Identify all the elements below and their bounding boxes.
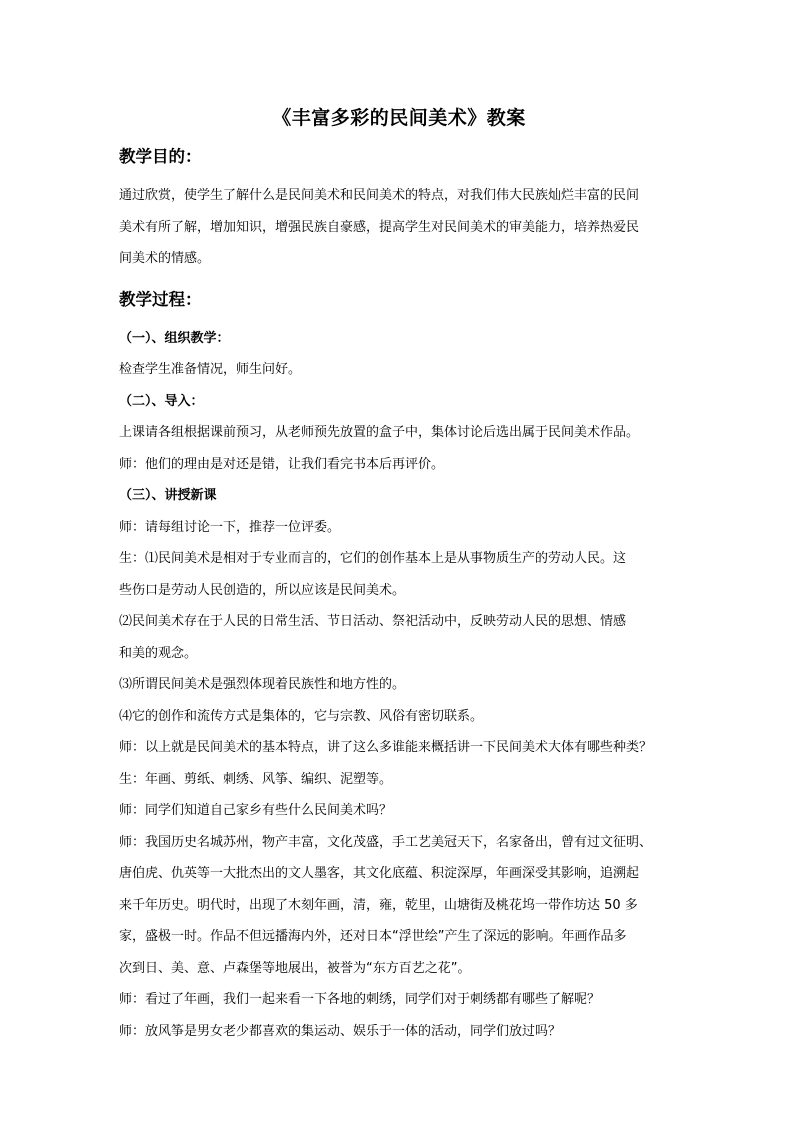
paragraph-line: ⑷它的创作和流传方式是集体的，它与宗教、风俗有密切联系。	[119, 708, 484, 724]
document-title: 《丰富多彩的民间美术》教案	[272, 107, 526, 129]
process-heading: 教学过程：	[119, 289, 202, 309]
paragraph-line: 间美术的情感。	[119, 251, 211, 266]
paragraph-line: 检查学生准备情况，师生问好。	[119, 362, 302, 377]
step3-heading: （三）、讲授新课	[119, 488, 217, 503]
paragraph-line: ⑶所谓民间美术是强烈体现着民族性和地方性的。	[119, 677, 406, 692]
paragraph-line: ⑵民间美术存在于人民的日常生活、节日活动、祭祀活动中，反映劳动人民的思想、情感	[119, 614, 627, 629]
paragraph-line: 通过欣赏，使学生了解什么是民间美术和民间美术的特点，对我们伟大民族灿烂丰富的民间	[119, 188, 640, 203]
paragraph-line: 师：同学们知道自己家乡有些什么民间美术吗？	[119, 803, 393, 818]
step3-text	[119, 512, 679, 1048]
paragraph-line: 次到日、美、意、卢森堡等地展出，被誉为“东方百艺之花”。	[119, 960, 471, 976]
paragraph-line: 师：他们的理由是对还是错，让我们看完书本后再评价。	[119, 456, 445, 472]
step1-heading: （一）、组织教学：	[119, 330, 230, 346]
objective-text	[119, 180, 679, 275]
paragraph-line: 美术有所了解，增加知识，增强民族自豪感，提高学生对民间美术的审美能力，培养热爱民	[119, 219, 640, 235]
paragraph-line: 来千年历史。明代时，出现了木刻年画，清，雍，乾里，山塘街及桃花坞一带作坊达 50 多	[119, 897, 638, 913]
paragraph-line: 些伤口是劳动人民创造的，所以应该是民间美术。	[119, 582, 406, 598]
paragraph-line: 师：以上就是民间美术的基本特点，讲了这么多谁能来概括讲一下民间美术大体有哪些种类？	[119, 740, 653, 755]
objective-heading: 教学目的：	[119, 147, 202, 166]
document-page	[119, 100, 679, 1047]
paragraph-line: 师：放风筝是男女老少都喜欢的集运动、娱乐于一体的活动，同学们放过吗？	[119, 1023, 562, 1039]
paragraph-line: 和美的观念。	[119, 645, 198, 661]
paragraph-line: 家，盛极一时。作品不但远播海内外，还对日本“浮世绘”产生了深远的影响。年画作品多	[119, 929, 627, 944]
paragraph-line: 师：请每组讨论一下，推荐一位评委。	[119, 519, 341, 535]
paragraph-line: 师：看过了年画，我们一起来看一下各地的刺绣，同学们对于刺绣都有哪些了解呢？	[119, 992, 601, 1007]
paragraph-line: 生：⑴民间美术是相对于专业而言的，它们的创作基本上是从事物质生产的劳动人民。这	[119, 551, 627, 566]
step2-heading: （二）、导入：	[119, 393, 204, 409]
paragraph-line: 唐伯虎、仇英等一大批杰出的文人墨客，其文化底蕴、积淀深厚，年画深受其影响，追溯起	[119, 866, 640, 881]
paragraph-line: 师：我国历史名城苏州，物产丰富，文化茂盛，手工艺美冠天下，名家备出，曾有过文征明、	[119, 834, 653, 850]
paragraph-line: 上课请各组根据课前预习，从老师预先放置的盒子中，集体讨论后选出属于民间美术作品。	[119, 425, 640, 440]
paragraph-line: 生：年画、剪纸、刺绣、风筝、编织、泥塑等。	[119, 771, 393, 787]
